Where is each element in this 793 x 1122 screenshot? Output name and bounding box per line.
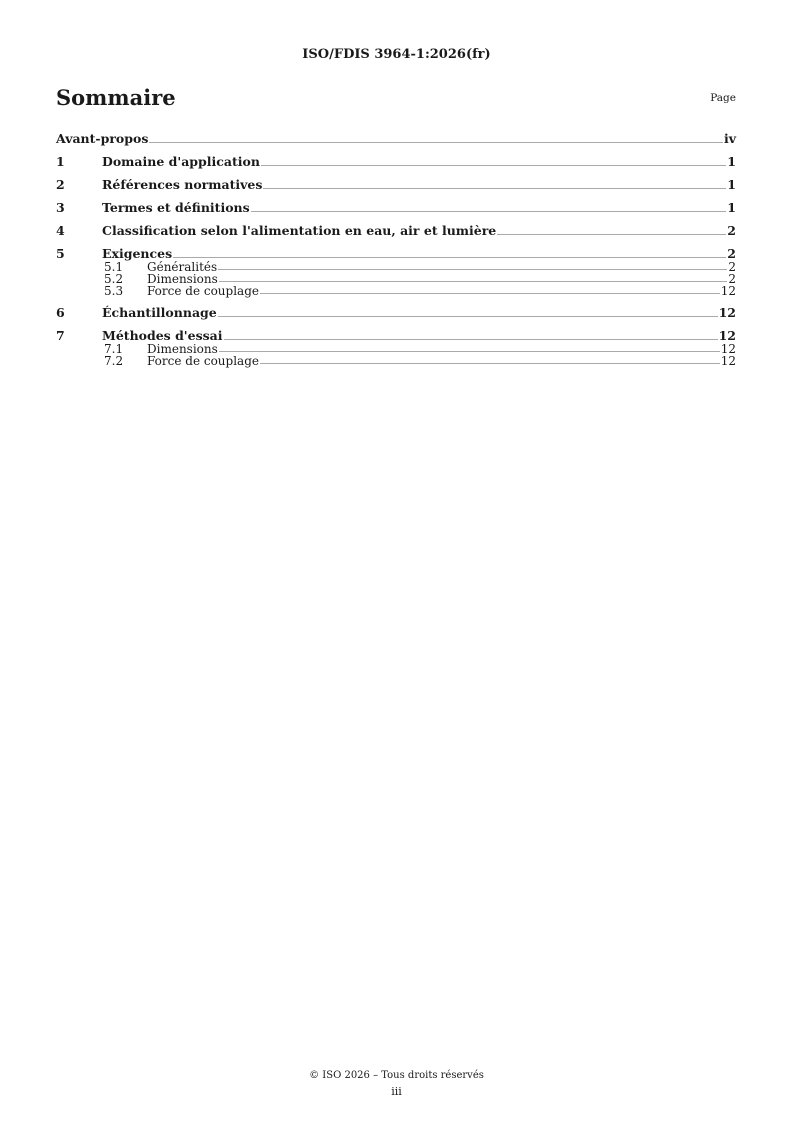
toc-page: 12 [720,354,736,368]
toc-page: 2 [727,223,736,238]
toc-number: 2 [56,177,65,192]
toc-entry-7-2[interactable] [104,355,736,367]
toc-leader-dots [260,293,720,294]
toc-page: 2 [728,272,736,286]
toc-title: Avant-propos [56,131,149,146]
toc-title: Exigences [102,246,173,261]
copyright-notice: © ISO 2026 – Tous droits réservés [309,1070,484,1081]
table-of-contents [56,131,736,375]
toc-entry-foreword[interactable] [56,131,736,146]
toc-page: 12 [718,328,736,343]
toc-number: 5.1 [104,260,124,274]
toc-leader-dots [173,257,726,258]
toc-number: 5.3 [104,284,124,298]
toc-leader-dots [260,363,720,364]
toc-title: Force de couplage [147,354,259,368]
toc-entry-7[interactable] [56,328,736,343]
toc-number: 3 [56,200,65,215]
toc-number: 5.2 [104,272,124,286]
toc-leader-dots [218,269,727,270]
toc-title: Références normatives [102,177,263,192]
toc-title: Généralités [147,260,218,274]
toc-number: 7 [56,328,65,343]
toc-page: 12 [720,342,736,356]
toc-leader-dots [251,211,727,212]
toc-page: 1 [727,200,736,215]
toc-number: 5 [56,246,65,261]
toc-page: 1 [727,177,736,192]
document-id: ISO/FDIS 3964-1:2026(fr) [302,47,491,62]
page-footer [0,1068,793,1100]
toc-page: 2 [728,260,736,274]
toc-entry-4[interactable] [56,223,736,238]
toc-number: 4 [56,223,65,238]
page-number: iii [391,1085,402,1098]
toc-leader-dots [263,188,726,189]
toc-number: 7.2 [104,354,124,368]
toc-page: 1 [727,154,736,169]
toc-leader-dots [497,234,726,235]
toc-title: Domaine d'application [102,154,260,169]
toc-entry-2[interactable] [56,177,736,192]
toc-title: Méthodes d'essai [102,328,223,343]
toc-number: 6 [56,305,65,320]
toc-number: 7.1 [104,342,124,356]
toc-leader-dots [219,281,728,282]
toc-title: Dimensions [147,272,218,286]
page-title: Sommaire [56,85,176,110]
toc-number: 1 [56,154,65,169]
toc-title: Échantillonnage [102,305,217,320]
toc-title: Classification selon l'alimentation en eau, air et lumière [102,223,497,238]
toc-leader-dots [218,316,718,317]
toc-entry-3[interactable] [56,200,736,215]
toc-page: iv [723,131,736,146]
toc-title: Dimensions [147,342,218,356]
toc-entry-5-3[interactable] [104,285,736,297]
page-column-label: Page [710,92,736,104]
toc-entry-6[interactable] [56,305,736,320]
toc-leader-dots [224,339,718,340]
toc-page: 2 [727,246,736,261]
toc-page: 12 [718,305,736,320]
toc-entry-1[interactable] [56,154,736,169]
toc-leader-dots [261,165,726,166]
toc-title: Termes et définitions [102,200,250,215]
toc-leader-dots [149,142,723,143]
toc-page: 12 [720,284,736,298]
toc-leader-dots [219,351,720,352]
toc-title: Force de couplage [147,284,259,298]
toc-entry-5[interactable] [56,246,736,261]
